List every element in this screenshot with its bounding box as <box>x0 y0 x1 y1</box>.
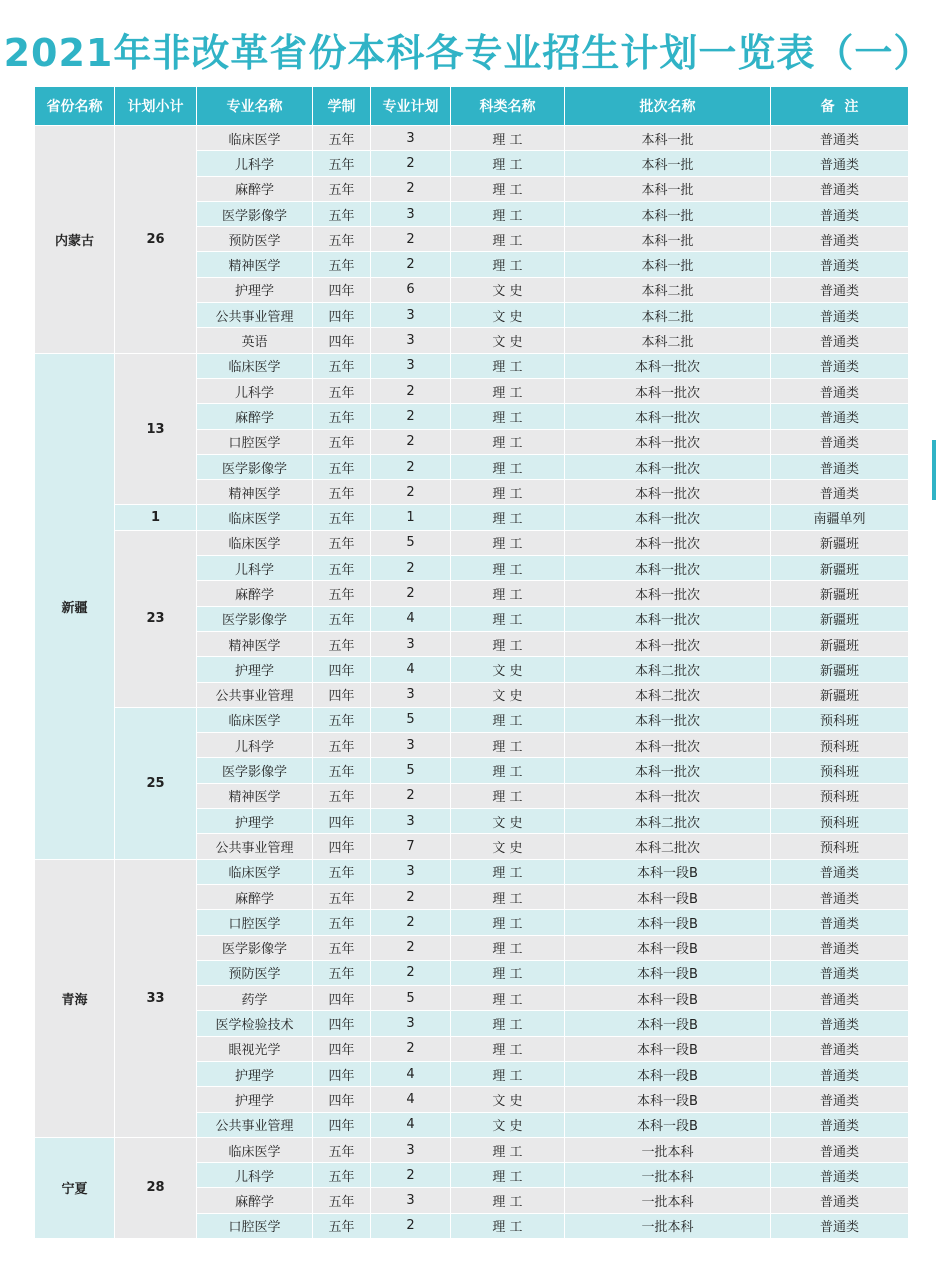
batch-cell: 本科一段B <box>565 960 771 985</box>
batch-cell: 本科一批次 <box>565 404 771 429</box>
remark-cell: 预科班 <box>771 834 909 859</box>
duration-cell: 五年 <box>313 758 371 783</box>
major-name-cell: 麻醉学 <box>197 581 313 606</box>
category-cell: 理 工 <box>451 1213 565 1238</box>
remark-cell: 预科班 <box>771 733 909 758</box>
batch-cell: 本科一批 <box>565 126 771 151</box>
major-name-cell: 麻醉学 <box>197 176 313 201</box>
batch-cell: 本科二批次 <box>565 682 771 707</box>
major-plan-cell: 2 <box>371 227 451 252</box>
major-name-cell: 预防医学 <box>197 960 313 985</box>
batch-cell: 本科二批次 <box>565 657 771 682</box>
major-plan-cell: 2 <box>371 884 451 909</box>
batch-cell: 本科一批 <box>565 151 771 176</box>
major-name-cell: 预防医学 <box>197 227 313 252</box>
major-name-cell: 护理学 <box>197 1087 313 1112</box>
duration-cell: 五年 <box>313 1137 371 1162</box>
batch-cell: 本科一段B <box>565 1112 771 1137</box>
batch-cell: 本科一批次 <box>565 707 771 732</box>
province-name-cell: 新疆 <box>35 353 115 859</box>
major-name-cell: 儿科学 <box>197 1163 313 1188</box>
major-name-cell: 眼视光学 <box>197 1036 313 1061</box>
remark-cell: 普通类 <box>771 176 909 201</box>
major-name-cell: 精神医学 <box>197 783 313 808</box>
remark-cell: 普通类 <box>771 1036 909 1061</box>
category-cell: 理 工 <box>451 176 565 201</box>
major-plan-cell: 7 <box>371 834 451 859</box>
category-cell: 文 史 <box>451 657 565 682</box>
major-name-cell: 临床医学 <box>197 859 313 884</box>
major-name-cell: 公共事业管理 <box>197 682 313 707</box>
duration-cell: 五年 <box>313 910 371 935</box>
category-cell: 理 工 <box>451 201 565 226</box>
remark-cell: 普通类 <box>771 1087 909 1112</box>
header-remark: 备 注 <box>771 87 909 126</box>
major-plan-cell: 2 <box>371 1213 451 1238</box>
major-plan-cell: 2 <box>371 783 451 808</box>
major-name-cell: 口腔医学 <box>197 1213 313 1238</box>
remark-cell: 普通类 <box>771 935 909 960</box>
category-cell: 文 史 <box>451 303 565 328</box>
plan-subtotal-cell: 26 <box>115 126 197 354</box>
table-header-row <box>35 87 909 126</box>
duration-cell: 五年 <box>313 201 371 226</box>
category-cell: 理 工 <box>451 151 565 176</box>
batch-cell: 本科一批次 <box>565 758 771 783</box>
major-plan-cell: 1 <box>371 505 451 530</box>
batch-cell: 本科一段B <box>565 1061 771 1086</box>
header-major: 专业名称 <box>197 87 313 126</box>
plan-subtotal-cell: 23 <box>115 530 197 707</box>
duration-cell: 五年 <box>313 151 371 176</box>
major-name-cell: 医学影像学 <box>197 935 313 960</box>
batch-cell: 本科一段B <box>565 1011 771 1036</box>
major-name-cell: 护理学 <box>197 657 313 682</box>
major-name-cell: 儿科学 <box>197 151 313 176</box>
major-plan-cell: 3 <box>371 809 451 834</box>
major-plan-cell: 3 <box>371 126 451 151</box>
province-name-cell: 青海 <box>35 859 115 1137</box>
table-row <box>35 1137 909 1162</box>
batch-cell: 本科二批次 <box>565 809 771 834</box>
major-plan-cell: 3 <box>371 1011 451 1036</box>
major-plan-cell: 3 <box>371 631 451 656</box>
remark-cell: 新疆班 <box>771 556 909 581</box>
major-plan-cell: 2 <box>371 404 451 429</box>
major-plan-cell: 2 <box>371 960 451 985</box>
category-cell: 理 工 <box>451 227 565 252</box>
major-plan-cell: 3 <box>371 859 451 884</box>
remark-cell: 新疆班 <box>771 530 909 555</box>
remark-cell: 普通类 <box>771 1213 909 1238</box>
major-plan-cell: 3 <box>371 353 451 378</box>
category-cell: 理 工 <box>451 986 565 1011</box>
duration-cell: 五年 <box>313 126 371 151</box>
major-plan-cell: 5 <box>371 986 451 1011</box>
category-cell: 文 史 <box>451 1087 565 1112</box>
duration-cell: 四年 <box>313 328 371 353</box>
category-cell: 理 工 <box>451 884 565 909</box>
major-plan-cell: 3 <box>371 1137 451 1162</box>
header-duration: 学制 <box>313 87 371 126</box>
batch-cell: 本科一段B <box>565 1036 771 1061</box>
remark-cell: 普通类 <box>771 378 909 403</box>
plan-subtotal-cell: 33 <box>115 859 197 1137</box>
major-name-cell: 公共事业管理 <box>197 834 313 859</box>
category-cell: 理 工 <box>451 378 565 403</box>
category-cell: 理 工 <box>451 1036 565 1061</box>
major-name-cell: 医学影像学 <box>197 758 313 783</box>
category-cell: 理 工 <box>451 783 565 808</box>
remark-cell: 新疆班 <box>771 631 909 656</box>
major-plan-cell: 4 <box>371 606 451 631</box>
batch-cell: 一批本科 <box>565 1163 771 1188</box>
batch-cell: 本科一批次 <box>565 530 771 555</box>
batch-cell: 一批本科 <box>565 1137 771 1162</box>
remark-cell: 预科班 <box>771 758 909 783</box>
batch-cell: 本科一段B <box>565 1087 771 1112</box>
category-cell: 理 工 <box>451 1011 565 1036</box>
batch-cell: 本科一批次 <box>565 783 771 808</box>
header-major-plan: 专业计划 <box>371 87 451 126</box>
remark-cell: 预科班 <box>771 707 909 732</box>
remark-cell: 新疆班 <box>771 657 909 682</box>
major-plan-cell: 6 <box>371 277 451 302</box>
major-plan-cell: 2 <box>371 910 451 935</box>
remark-cell: 普通类 <box>771 1188 909 1213</box>
major-name-cell: 医学影像学 <box>197 201 313 226</box>
duration-cell: 五年 <box>313 960 371 985</box>
category-cell: 理 工 <box>451 480 565 505</box>
major-plan-cell: 2 <box>371 454 451 479</box>
category-cell: 理 工 <box>451 581 565 606</box>
page-title: 2021年非改革省份本科各专业招生计划一览表（一） <box>3 31 933 75</box>
major-plan-cell: 2 <box>371 252 451 277</box>
header-batch: 批次名称 <box>565 87 771 126</box>
major-name-cell: 护理学 <box>197 809 313 834</box>
remark-cell: 新疆班 <box>771 682 909 707</box>
batch-cell: 本科一批次 <box>565 606 771 631</box>
duration-cell: 四年 <box>313 303 371 328</box>
duration-cell: 五年 <box>313 505 371 530</box>
remark-cell: 普通类 <box>771 480 909 505</box>
major-name-cell: 儿科学 <box>197 733 313 758</box>
duration-cell: 五年 <box>313 733 371 758</box>
duration-cell: 四年 <box>313 1087 371 1112</box>
major-name-cell: 公共事业管理 <box>197 303 313 328</box>
remark-cell: 南疆单列 <box>771 505 909 530</box>
major-name-cell: 医学检验技术 <box>197 1011 313 1036</box>
header-category: 科类名称 <box>451 87 565 126</box>
category-cell: 理 工 <box>451 353 565 378</box>
category-cell: 理 工 <box>451 505 565 530</box>
major-plan-cell: 3 <box>371 201 451 226</box>
batch-cell: 一批本科 <box>565 1213 771 1238</box>
major-plan-cell: 3 <box>371 328 451 353</box>
major-name-cell: 公共事业管理 <box>197 1112 313 1137</box>
remark-cell: 普通类 <box>771 328 909 353</box>
duration-cell: 五年 <box>313 884 371 909</box>
remark-cell: 普通类 <box>771 303 909 328</box>
major-plan-cell: 3 <box>371 303 451 328</box>
duration-cell: 五年 <box>313 252 371 277</box>
edge-tab-marker <box>932 440 936 500</box>
category-cell: 理 工 <box>451 631 565 656</box>
category-cell: 理 工 <box>451 1137 565 1162</box>
major-name-cell: 临床医学 <box>197 353 313 378</box>
remark-cell: 普通类 <box>771 252 909 277</box>
duration-cell: 五年 <box>313 1213 371 1238</box>
plan-subtotal-cell: 25 <box>115 707 197 859</box>
category-cell: 文 史 <box>451 1112 565 1137</box>
major-name-cell: 药学 <box>197 986 313 1011</box>
category-cell: 理 工 <box>451 758 565 783</box>
header-province: 省份名称 <box>35 87 115 126</box>
table-row <box>35 530 909 555</box>
batch-cell: 本科一批次 <box>565 733 771 758</box>
batch-cell: 本科一批 <box>565 176 771 201</box>
major-plan-cell: 5 <box>371 530 451 555</box>
major-name-cell: 精神医学 <box>197 631 313 656</box>
category-cell: 理 工 <box>451 429 565 454</box>
major-name-cell: 精神医学 <box>197 480 313 505</box>
duration-cell: 四年 <box>313 809 371 834</box>
category-cell: 文 史 <box>451 834 565 859</box>
province-name-cell: 宁夏 <box>35 1137 115 1238</box>
category-cell: 理 工 <box>451 404 565 429</box>
major-name-cell: 麻醉学 <box>197 1188 313 1213</box>
category-cell: 文 史 <box>451 682 565 707</box>
remark-cell: 普通类 <box>771 1061 909 1086</box>
table-row <box>35 505 909 530</box>
duration-cell: 四年 <box>313 1011 371 1036</box>
duration-cell: 五年 <box>313 556 371 581</box>
batch-cell: 本科一批 <box>565 227 771 252</box>
major-name-cell: 精神医学 <box>197 252 313 277</box>
category-cell: 理 工 <box>451 935 565 960</box>
remark-cell: 普通类 <box>771 151 909 176</box>
major-name-cell: 口腔医学 <box>197 910 313 935</box>
remark-cell: 普通类 <box>771 1163 909 1188</box>
duration-cell: 五年 <box>313 176 371 201</box>
remark-cell: 普通类 <box>771 1137 909 1162</box>
major-plan-cell: 5 <box>371 758 451 783</box>
duration-cell: 四年 <box>313 986 371 1011</box>
remark-cell: 普通类 <box>771 429 909 454</box>
duration-cell: 四年 <box>313 682 371 707</box>
batch-cell: 本科一段B <box>565 859 771 884</box>
major-plan-cell: 2 <box>371 429 451 454</box>
major-name-cell: 儿科学 <box>197 556 313 581</box>
table-row <box>35 859 909 884</box>
category-cell: 理 工 <box>451 556 565 581</box>
duration-cell: 五年 <box>313 480 371 505</box>
major-plan-cell: 4 <box>371 657 451 682</box>
duration-cell: 五年 <box>313 935 371 960</box>
table-body <box>35 126 909 1239</box>
duration-cell: 四年 <box>313 277 371 302</box>
category-cell: 理 工 <box>451 530 565 555</box>
major-name-cell: 临床医学 <box>197 1137 313 1162</box>
remark-cell: 普通类 <box>771 859 909 884</box>
major-name-cell: 护理学 <box>197 1061 313 1086</box>
duration-cell: 五年 <box>313 1163 371 1188</box>
remark-cell: 预科班 <box>771 783 909 808</box>
major-name-cell: 临床医学 <box>197 505 313 530</box>
major-name-cell: 临床医学 <box>197 707 313 732</box>
major-plan-cell: 4 <box>371 1087 451 1112</box>
plan-subtotal-cell: 1 <box>115 505 197 530</box>
category-cell: 理 工 <box>451 1061 565 1086</box>
batch-cell: 本科一段B <box>565 986 771 1011</box>
major-plan-cell: 2 <box>371 556 451 581</box>
major-plan-cell: 4 <box>371 1061 451 1086</box>
batch-cell: 本科一批次 <box>565 353 771 378</box>
remark-cell: 普通类 <box>771 1011 909 1036</box>
table-row <box>35 126 909 151</box>
duration-cell: 四年 <box>313 1061 371 1086</box>
duration-cell: 四年 <box>313 1036 371 1061</box>
table-row <box>35 353 909 378</box>
major-plan-cell: 2 <box>371 151 451 176</box>
header-subtotal: 计划小计 <box>115 87 197 126</box>
duration-cell: 五年 <box>313 581 371 606</box>
major-plan-cell: 2 <box>371 176 451 201</box>
major-name-cell: 儿科学 <box>197 378 313 403</box>
category-cell: 理 工 <box>451 733 565 758</box>
major-plan-cell: 2 <box>371 1163 451 1188</box>
duration-cell: 五年 <box>313 454 371 479</box>
batch-cell: 本科一批 <box>565 201 771 226</box>
major-plan-cell: 3 <box>371 1188 451 1213</box>
major-plan-cell: 4 <box>371 1112 451 1137</box>
major-name-cell: 麻醉学 <box>197 884 313 909</box>
category-cell: 理 工 <box>451 126 565 151</box>
duration-cell: 五年 <box>313 429 371 454</box>
major-plan-cell: 3 <box>371 733 451 758</box>
province-name-cell: 内蒙古 <box>35 126 115 354</box>
major-plan-cell: 5 <box>371 707 451 732</box>
batch-cell: 本科二批 <box>565 303 771 328</box>
major-name-cell: 临床医学 <box>197 126 313 151</box>
category-cell: 理 工 <box>451 960 565 985</box>
batch-cell: 本科一批次 <box>565 429 771 454</box>
duration-cell: 四年 <box>313 1112 371 1137</box>
duration-cell: 五年 <box>313 783 371 808</box>
batch-cell: 本科一批次 <box>565 556 771 581</box>
batch-cell: 本科一段B <box>565 910 771 935</box>
major-name-cell: 护理学 <box>197 277 313 302</box>
duration-cell: 五年 <box>313 859 371 884</box>
batch-cell: 本科一批次 <box>565 631 771 656</box>
duration-cell: 五年 <box>313 353 371 378</box>
table-row <box>35 707 909 732</box>
batch-cell: 本科一段B <box>565 935 771 960</box>
duration-cell: 五年 <box>313 606 371 631</box>
major-name-cell: 英语 <box>197 328 313 353</box>
batch-cell: 本科一批次 <box>565 581 771 606</box>
batch-cell: 本科一批次 <box>565 378 771 403</box>
major-plan-cell: 2 <box>371 1036 451 1061</box>
major-name-cell: 医学影像学 <box>197 454 313 479</box>
remark-cell: 普通类 <box>771 454 909 479</box>
category-cell: 理 工 <box>451 910 565 935</box>
remark-cell: 普通类 <box>771 1112 909 1137</box>
batch-cell: 本科一批次 <box>565 505 771 530</box>
major-plan-cell: 2 <box>371 480 451 505</box>
duration-cell: 四年 <box>313 834 371 859</box>
category-cell: 理 工 <box>451 606 565 631</box>
remark-cell: 普通类 <box>771 404 909 429</box>
remark-cell: 普通类 <box>771 353 909 378</box>
major-plan-cell: 2 <box>371 581 451 606</box>
major-name-cell: 医学影像学 <box>197 606 313 631</box>
major-name-cell: 麻醉学 <box>197 404 313 429</box>
major-name-cell: 口腔医学 <box>197 429 313 454</box>
major-plan-cell: 2 <box>371 935 451 960</box>
duration-cell: 五年 <box>313 227 371 252</box>
remark-cell: 普通类 <box>771 201 909 226</box>
remark-cell: 新疆班 <box>771 606 909 631</box>
remark-cell: 普通类 <box>771 277 909 302</box>
batch-cell: 本科一批次 <box>565 454 771 479</box>
duration-cell: 五年 <box>313 530 371 555</box>
major-name-cell: 临床医学 <box>197 530 313 555</box>
category-cell: 理 工 <box>451 1188 565 1213</box>
category-cell: 文 史 <box>451 277 565 302</box>
batch-cell: 一批本科 <box>565 1188 771 1213</box>
remark-cell: 普通类 <box>771 986 909 1011</box>
category-cell: 理 工 <box>451 252 565 277</box>
category-cell: 文 史 <box>451 809 565 834</box>
remark-cell: 普通类 <box>771 227 909 252</box>
category-cell: 理 工 <box>451 859 565 884</box>
category-cell: 理 工 <box>451 707 565 732</box>
duration-cell: 五年 <box>313 631 371 656</box>
remark-cell: 预科班 <box>771 809 909 834</box>
remark-cell: 普通类 <box>771 126 909 151</box>
major-plan-cell: 2 <box>371 378 451 403</box>
batch-cell: 本科二批 <box>565 328 771 353</box>
remark-cell: 新疆班 <box>771 581 909 606</box>
plan-subtotal-cell: 28 <box>115 1137 197 1238</box>
duration-cell: 五年 <box>313 404 371 429</box>
category-cell: 文 史 <box>451 328 565 353</box>
category-cell: 理 工 <box>451 1163 565 1188</box>
batch-cell: 本科一批次 <box>565 480 771 505</box>
duration-cell: 五年 <box>313 1188 371 1213</box>
batch-cell: 本科二批 <box>565 277 771 302</box>
batch-cell: 本科一批 <box>565 252 771 277</box>
enrollment-plan-table <box>34 86 909 1239</box>
remark-cell: 普通类 <box>771 884 909 909</box>
duration-cell: 四年 <box>313 657 371 682</box>
category-cell: 理 工 <box>451 454 565 479</box>
duration-cell: 五年 <box>313 707 371 732</box>
remark-cell: 普通类 <box>771 960 909 985</box>
plan-subtotal-cell: 13 <box>115 353 197 505</box>
major-plan-cell: 3 <box>371 682 451 707</box>
batch-cell: 本科一段B <box>565 884 771 909</box>
remark-cell: 普通类 <box>771 910 909 935</box>
duration-cell: 五年 <box>313 378 371 403</box>
batch-cell: 本科二批次 <box>565 834 771 859</box>
